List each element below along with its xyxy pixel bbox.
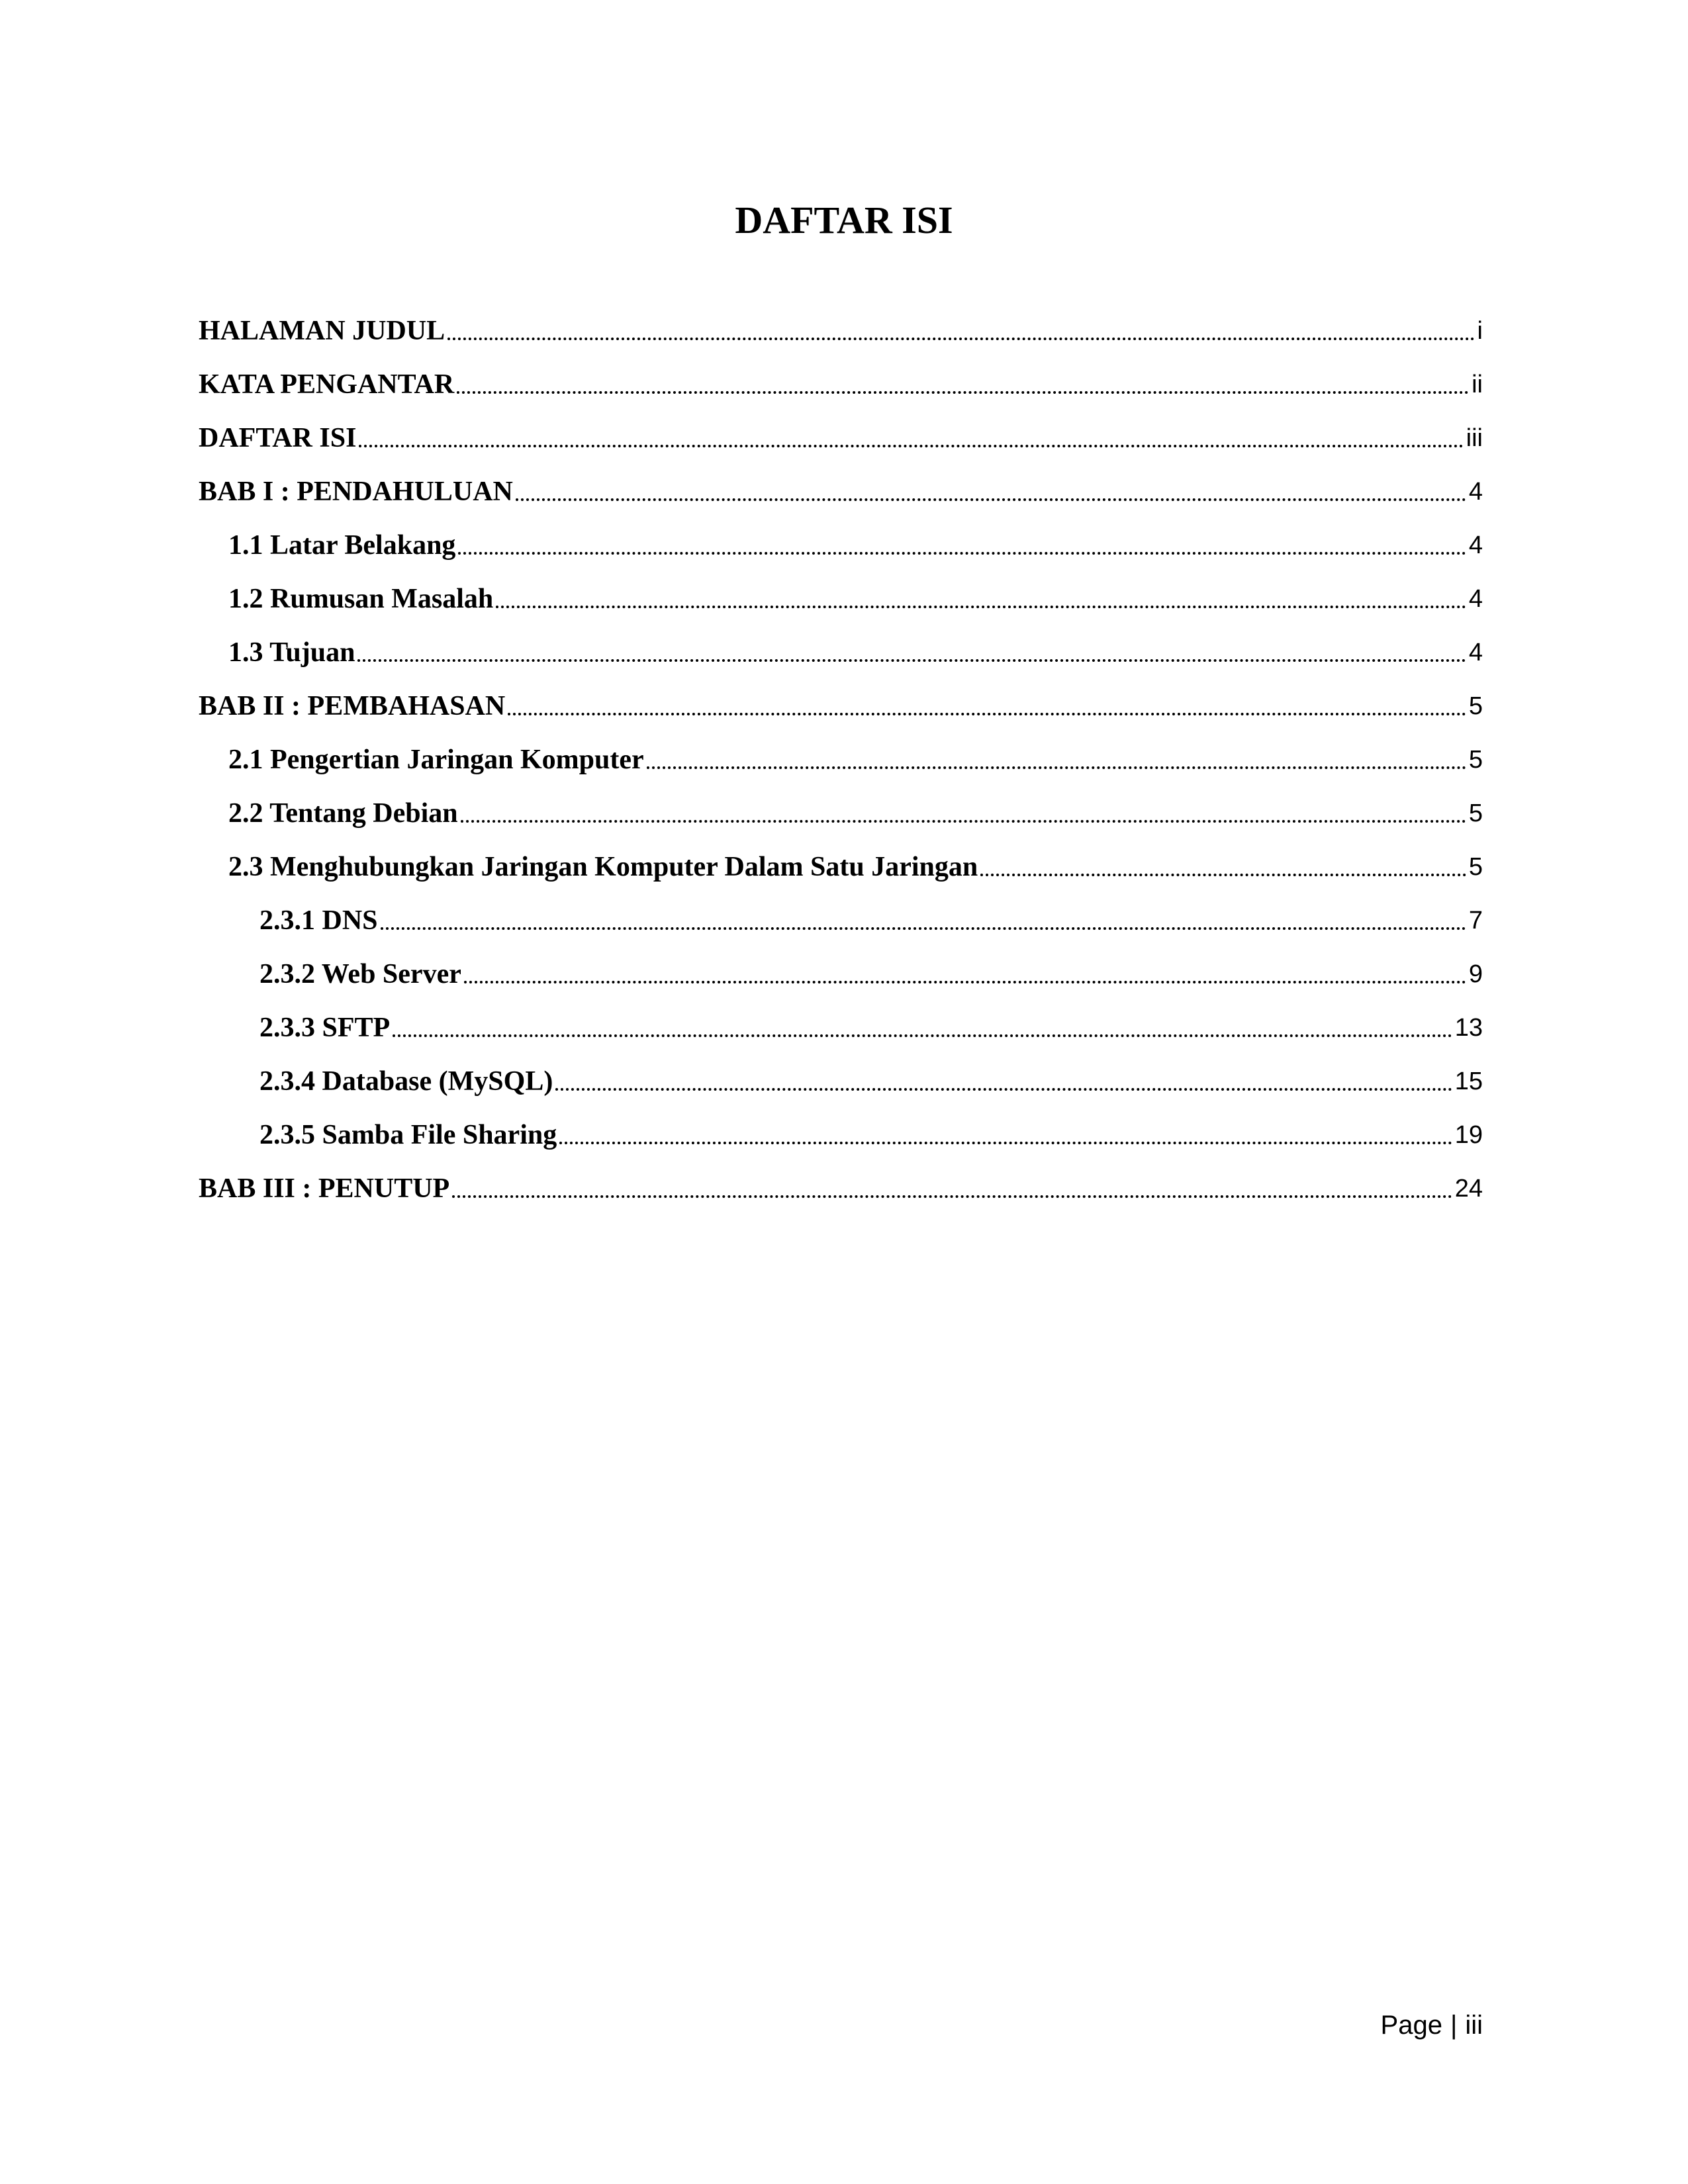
toc-entry-label: 2.3.3 SFTP bbox=[259, 1013, 391, 1043]
toc-dot-leader bbox=[980, 874, 1466, 876]
toc-entry-page-number: 4 bbox=[1468, 585, 1483, 613]
toc-entry-label: 1.3 Tujuan bbox=[228, 637, 355, 668]
table-of-contents bbox=[199, 304, 1483, 1216]
toc-dot-leader bbox=[559, 1142, 1452, 1144]
toc-dot-leader bbox=[452, 1195, 1452, 1198]
toc-entry[interactable] bbox=[199, 519, 1483, 572]
toc-entry-label: 2.3.5 Samba File Sharing bbox=[259, 1120, 557, 1150]
toc-entry[interactable] bbox=[199, 1109, 1483, 1162]
toc-dot-leader bbox=[647, 766, 1466, 769]
toc-entry[interactable] bbox=[199, 787, 1483, 841]
toc-entry[interactable] bbox=[199, 465, 1483, 519]
toc-entry[interactable] bbox=[199, 948, 1483, 1001]
toc-entry-page-number: 5 bbox=[1468, 853, 1483, 881]
toc-entry[interactable] bbox=[199, 304, 1483, 358]
toc-entry-label: 2.3 Menghubungkan Jaringan Komputer Dalam Satu Jaringan bbox=[228, 852, 978, 882]
toc-entry-label: KATA PENGANTAR bbox=[199, 369, 455, 400]
toc-entry-label: BAB I : PENDAHULUAN bbox=[199, 477, 513, 507]
toc-entry-label: DAFTAR ISI bbox=[199, 423, 357, 453]
toc-dot-leader bbox=[508, 713, 1466, 715]
toc-dot-leader bbox=[359, 445, 1463, 447]
toc-dot-leader bbox=[464, 981, 1466, 983]
toc-entry-label: BAB II : PEMBAHASAN bbox=[199, 691, 506, 721]
toc-dot-leader bbox=[381, 927, 1466, 930]
toc-entry[interactable] bbox=[199, 1055, 1483, 1109]
toc-entry-page-number: iii bbox=[1466, 424, 1483, 452]
toc-entry-label: 2.3.4 Database (MySQL) bbox=[259, 1066, 553, 1097]
toc-entry-page-number: 7 bbox=[1468, 907, 1483, 934]
toc-entry-page-number: 5 bbox=[1468, 746, 1483, 774]
toc-entry-page-number: 15 bbox=[1454, 1068, 1483, 1095]
toc-entry-label: 1.1 Latar Belakang bbox=[228, 530, 456, 561]
toc-entry[interactable] bbox=[199, 626, 1483, 680]
toc-entry-page-number: 9 bbox=[1468, 960, 1483, 988]
toc-entry[interactable] bbox=[199, 841, 1483, 894]
toc-dot-leader bbox=[496, 606, 1466, 608]
toc-entry-label: 2.3.2 Web Server bbox=[259, 959, 461, 989]
toc-entry-page-number: i bbox=[1477, 317, 1483, 345]
toc-entry[interactable] bbox=[199, 680, 1483, 733]
toc-entry-label: 1.2 Rumusan Masalah bbox=[228, 584, 494, 614]
toc-entry-page-number: 19 bbox=[1454, 1121, 1483, 1149]
toc-entry[interactable] bbox=[199, 358, 1483, 412]
toc-entry[interactable] bbox=[199, 894, 1483, 948]
toc-entry-label: 2.3.1 DNS bbox=[259, 905, 378, 936]
toc-entry-page-number: 4 bbox=[1468, 478, 1483, 506]
toc-entry[interactable] bbox=[199, 733, 1483, 787]
toc-entry-page-number: 4 bbox=[1468, 639, 1483, 666]
toc-entry-label: BAB III : PENUTUP bbox=[199, 1173, 450, 1204]
toc-dot-leader bbox=[357, 659, 1466, 662]
toc-dot-leader bbox=[461, 820, 1466, 823]
toc-entry-label: HALAMAN JUDUL bbox=[199, 316, 445, 346]
toc-dot-leader bbox=[458, 552, 1466, 555]
toc-entry-page-number: 13 bbox=[1454, 1014, 1483, 1042]
toc-entry-label: 2.1 Pengertian Jaringan Komputer bbox=[228, 745, 644, 775]
toc-dot-leader bbox=[555, 1088, 1452, 1091]
footer-page-label: Page bbox=[1380, 2011, 1442, 2040]
toc-entry[interactable] bbox=[199, 412, 1483, 465]
toc-dot-leader bbox=[516, 498, 1466, 501]
toc-dot-leader bbox=[457, 391, 1469, 394]
toc-dot-leader bbox=[393, 1034, 1452, 1037]
toc-entry-page-number: 5 bbox=[1468, 799, 1483, 827]
toc-entry[interactable] bbox=[199, 572, 1483, 626]
toc-entry-page-number: 4 bbox=[1468, 531, 1483, 559]
toc-entry[interactable] bbox=[199, 1162, 1483, 1216]
toc-entry-page-number: ii bbox=[1472, 371, 1483, 398]
toc-dot-leader bbox=[447, 338, 1474, 340]
footer-separator: | bbox=[1450, 2011, 1458, 2040]
footer-page-number: iii bbox=[1465, 2011, 1483, 2040]
page-title: DAFTAR ISI bbox=[735, 199, 953, 242]
page-footer bbox=[1381, 2008, 1483, 2042]
toc-entry-page-number: 24 bbox=[1454, 1175, 1483, 1203]
toc-entry-page-number: 5 bbox=[1468, 692, 1483, 720]
toc-entry[interactable] bbox=[199, 1001, 1483, 1055]
toc-entry-label: 2.2 Tentang Debian bbox=[228, 798, 458, 829]
